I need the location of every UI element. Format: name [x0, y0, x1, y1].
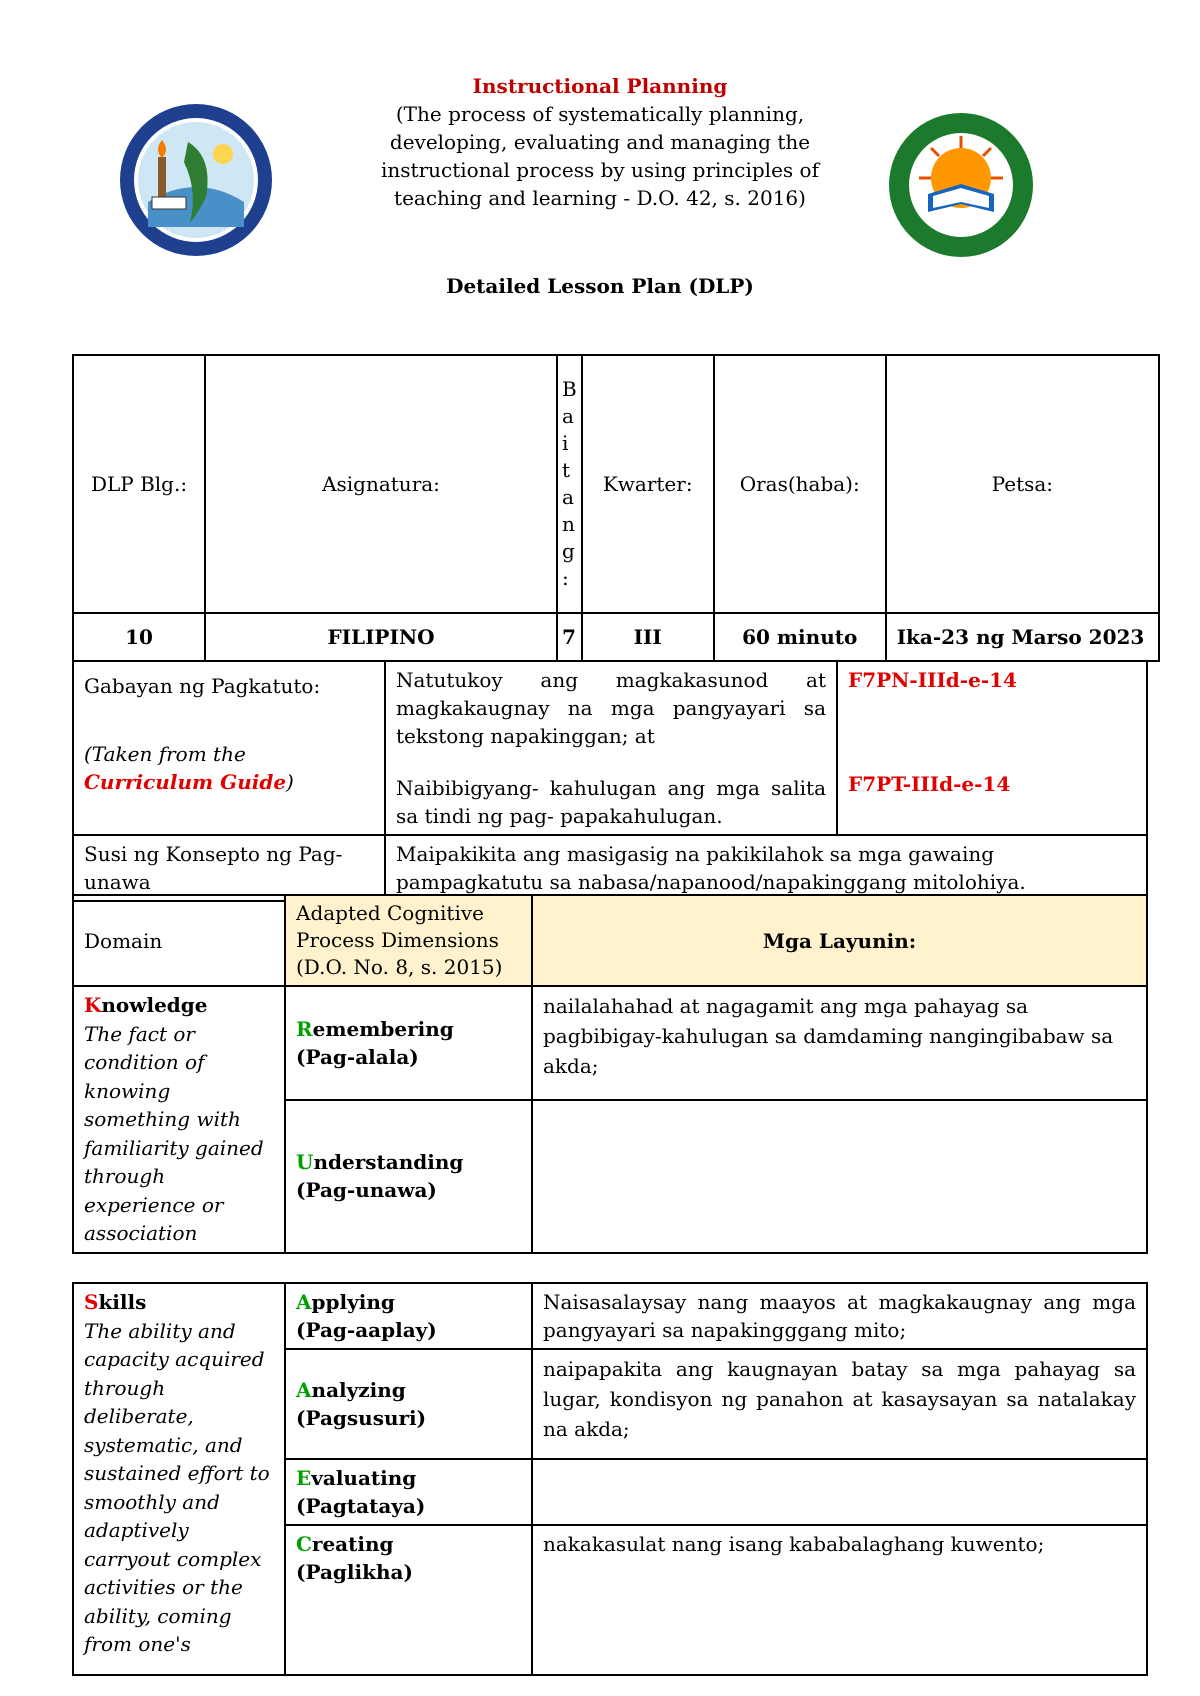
creating-sub: (Paglikha)	[296, 1560, 413, 1584]
knowledge-rest: nowledge	[101, 993, 208, 1017]
remembering-sub: (Pag-alala)	[296, 1044, 419, 1069]
grade-letter: t	[562, 458, 571, 482]
guide-competencies	[385, 661, 837, 835]
header-duration: Oras(haba):	[714, 355, 886, 613]
analyzing-cell	[285, 1349, 532, 1459]
knowledge-desc: The fact or condition of knowing something with familiarity gained through experience or association	[84, 1021, 264, 1245]
remembering-rest: emembering	[312, 1016, 454, 1041]
guide-competency-1: Natutukoy ang magkakasunod at magkakaugnay na mga pangyayari sa tekstong napakinggan; at	[396, 668, 826, 748]
evaluating-sub: (Pagtataya)	[296, 1494, 426, 1518]
creating-rest: reating	[311, 1532, 394, 1556]
grade-letter: n	[562, 512, 575, 536]
header-desc-line4: teaching and learning - D.O. 42, s. 2016)	[394, 186, 806, 210]
evaluating-initial: E	[296, 1466, 312, 1490]
header-desc-line3: instructional process by using principles of	[381, 158, 819, 182]
understanding-cell	[285, 1100, 532, 1253]
evaluating-rest: valuating	[311, 1466, 417, 1490]
skills-desc: The ability and capacity acquired through deliberate, systematic, and sustained effort to smoothly and adaptively carryout complex activities or the ability, coming from one's	[84, 1318, 270, 1656]
header-title: Instructional Planning	[472, 74, 728, 98]
value-quarter: III	[582, 613, 714, 661]
guide-label-cell	[73, 661, 385, 835]
concept-label: Susi ng Konsepto ng Pag-unawa	[73, 835, 385, 901]
grade-letter: B	[562, 377, 577, 401]
guide-codes	[837, 661, 1147, 835]
applying-sub: (Pag-aaplay)	[296, 1318, 437, 1342]
grade-letter: a	[562, 404, 574, 428]
concept-text: Maipakikita ang masigasig na pakikilahok sa mga gawaing pampagkatutu sa nabasa/napanood/napakinggang mitolohiya.	[385, 835, 1147, 901]
dimensions-header: Adapted Cognitive Process Dimensions (D.O. No. 8, s. 2015)	[285, 895, 532, 986]
applying-initial: A	[296, 1290, 312, 1314]
doc-title: Detailed Lesson Plan (DLP)	[446, 274, 754, 298]
objectives-header: Mga Layunin:	[532, 895, 1147, 986]
header-grade	[557, 355, 582, 613]
understanding-initial: U	[296, 1150, 314, 1175]
grade-letter: :	[562, 566, 569, 590]
evaluating-cell	[285, 1459, 532, 1525]
guide-source-red: Curriculum Guide	[84, 770, 287, 794]
grade-letter: g	[562, 539, 575, 563]
header	[0, 72, 1200, 212]
creating-cell	[285, 1525, 532, 1675]
creating-objective: nakakasulat nang isang kababalaghang kuwento;	[532, 1525, 1147, 1675]
grade-letter: a	[562, 485, 574, 509]
skills-rest: kills	[98, 1290, 147, 1314]
analyzing-objective: naipapakita ang kaugnayan batay sa mga pahayag sa lugar, kondisyon ng panahon at kasaysayan sa natalakay na akda;	[532, 1349, 1147, 1459]
analyzing-rest: nalyzing	[311, 1378, 406, 1402]
header-desc-line1: (The process of systematically planning,	[395, 102, 805, 126]
evaluating-objective	[532, 1459, 1147, 1525]
guide-code-1: F7PN-IIId-e-14	[848, 668, 1017, 692]
header-dlp-no: DLP Blg.:	[73, 355, 205, 613]
guide-table	[72, 660, 1148, 902]
applying-rest: pplying	[311, 1290, 395, 1314]
guide-code-2: F7PT-IIId-e-14	[848, 772, 1011, 796]
knowledge-cell	[73, 986, 285, 1253]
applying-objective: Naisasalaysay nang maayos at magkakaugnay ang mga pangyayari sa napakingggang mito;	[532, 1283, 1147, 1349]
value-duration: 60 minuto	[714, 613, 886, 661]
understanding-rest: nderstanding	[313, 1150, 464, 1175]
analyzing-initial: A	[296, 1378, 312, 1402]
knowledge-initial: K	[84, 993, 102, 1017]
skills-title	[84, 1288, 274, 1317]
header-date: Petsa:	[886, 355, 1159, 613]
grade-letter: i	[562, 431, 569, 455]
skills-cell	[73, 1283, 285, 1675]
info-table	[72, 354, 1160, 662]
skills-table	[72, 1282, 1148, 1676]
guide-source-post: )	[286, 770, 294, 794]
skills-initial: S	[84, 1290, 99, 1314]
understanding-objective	[532, 1100, 1147, 1253]
analyzing-sub: (Pagsusuri)	[296, 1406, 427, 1430]
header-desc-line2: developing, evaluating and managing the	[389, 130, 811, 154]
value-grade: 7	[557, 613, 582, 661]
guide-label: Gabayan ng Pagkatuto:	[84, 674, 321, 698]
guide-source	[84, 740, 374, 796]
domain-header: Domain	[73, 895, 285, 986]
header-subject: Asignatura:	[205, 355, 557, 613]
value-subject: FILIPINO	[205, 613, 557, 661]
creating-initial: C	[296, 1532, 312, 1556]
knowledge-title	[84, 991, 274, 1020]
value-dlp-no: 10	[73, 613, 205, 661]
applying-cell	[285, 1283, 532, 1349]
header-quarter: Kwarter:	[582, 355, 714, 613]
remembering-cell	[285, 986, 532, 1100]
value-date: Ika-23 ng Marso 2023	[886, 613, 1159, 661]
understanding-sub: (Pag-unawa)	[296, 1178, 437, 1203]
knowledge-table	[72, 894, 1148, 1254]
guide-competency-2: Naibibigyang- kahulugan ang mga salita sa tindi ng pag- papakahulugan.	[396, 776, 826, 828]
remembering-objective: nailalahahad at nagagamit ang mga pahayag sa pagbibigay-kahulugan sa damdaming nangingibabaw sa akda;	[532, 986, 1147, 1100]
guide-source-pre: (Taken from the	[84, 742, 246, 766]
remembering-initial: R	[296, 1016, 313, 1041]
